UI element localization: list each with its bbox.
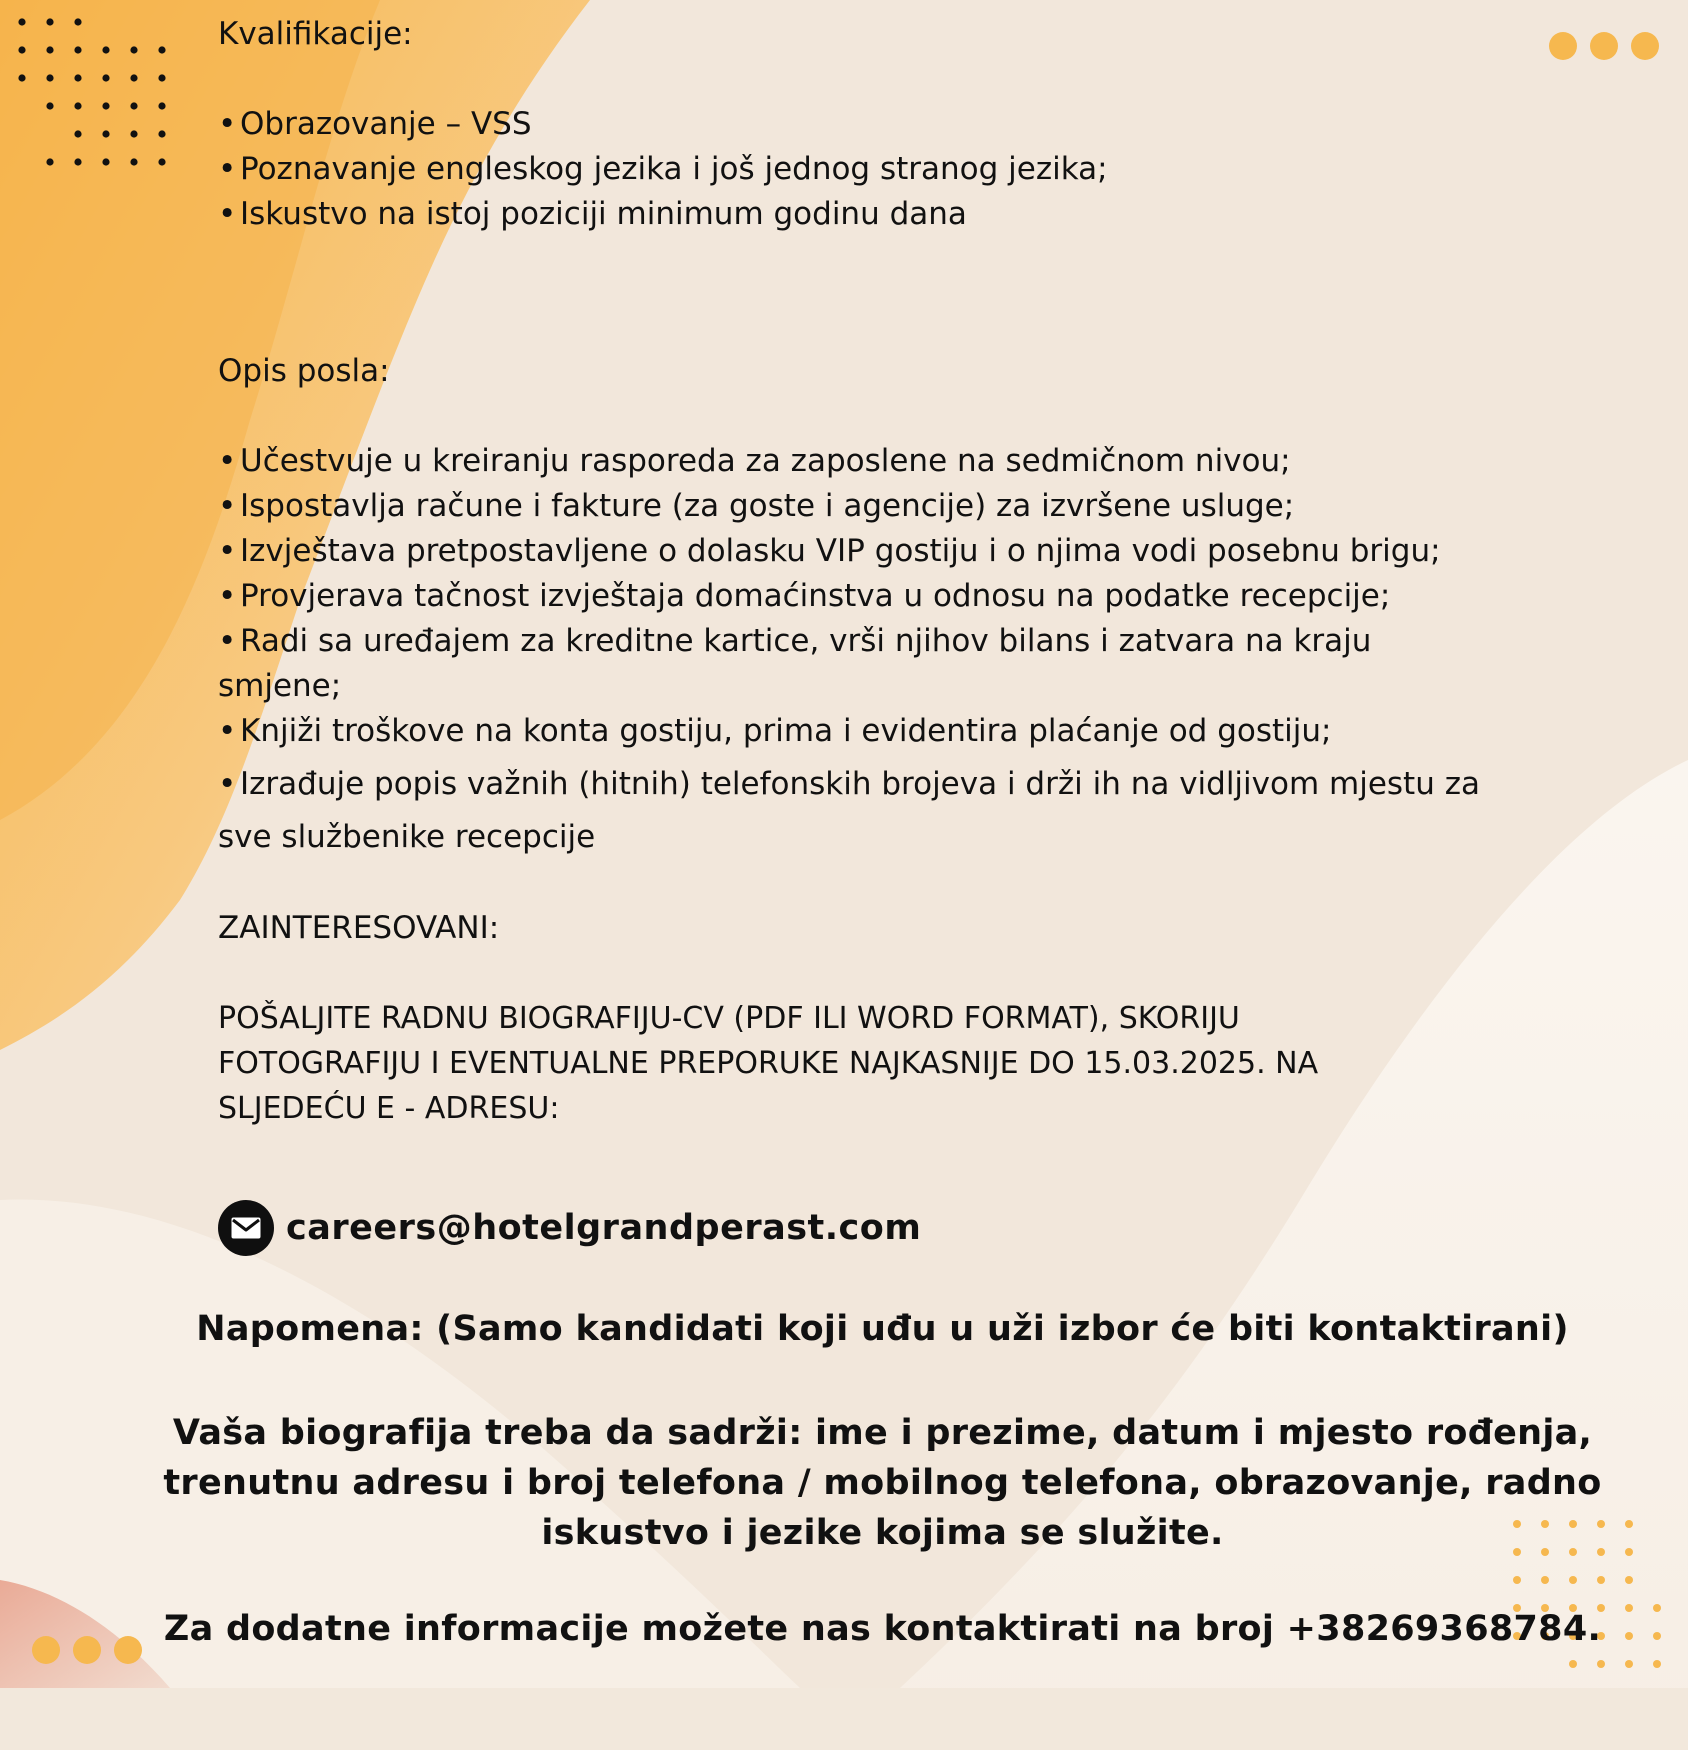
selection-note: Napomena: (Samo kandidati koji uđu u uži izbor će biti kontaktirani) [196, 1309, 1569, 1349]
qualification-text: Iskustvo na istoj poziciji minimum godinu dana [240, 196, 967, 232]
list-item [218, 758, 1498, 864]
duty-text: Izvještava pretpostavljene o dolasku VIP gostiju i o njima vodi posebnu brigu; [240, 533, 1441, 569]
job-description-heading: Opis posla: [218, 353, 390, 389]
spacer [218, 393, 1518, 439]
list-item [218, 709, 1518, 754]
qualification-text: Obrazovanje – VSS [240, 106, 532, 142]
spacer [218, 237, 1518, 349]
cv-requirements: Vaša biografija treba da sadrži: ime i prezime, datum i mjesto rođenja, trenutnu adresu i broj telefona / mobilnog telefona, obrazovanje, radno iskustvo i jezike kojima se služite. [163, 1413, 1602, 1553]
list-item [218, 484, 1518, 529]
bullet: • [218, 713, 237, 749]
bullet: • [218, 106, 237, 142]
list-item [218, 439, 1518, 484]
envelope-icon [218, 1200, 274, 1256]
spacer [218, 950, 1518, 996]
bullet: • [218, 151, 237, 187]
duty-text: Provjerava tačnost izvještaja domaćinstva u odnosu na podatke recepcije; [240, 578, 1391, 614]
duty-text: Ispostavlja račune i fakture (za goste i agencije) za izvršene usluge; [240, 488, 1295, 524]
bullet: • [218, 623, 237, 659]
bullet: • [218, 488, 237, 524]
list-item [218, 574, 1518, 619]
bullet: • [218, 196, 237, 232]
bullet: • [218, 533, 237, 569]
duty-text: Učestvuje u kreiranju rasporeda za zaposlene na sedmičnom nivou; [240, 443, 1291, 479]
qualifications-heading: Kvalifikacije: [218, 16, 413, 52]
main-text-column [218, 12, 1518, 1131]
duty-text: Radi sa uređajem za kreditne kartice, vrši njihov bilans i zatvara na kraju smjene; [218, 623, 1372, 704]
duty-text: Izrađuje popis važnih (hitnih) telefonskih brojeva i drži ih na vidljivom mjestu za sve službenike recepcije [218, 766, 1480, 855]
spacer [218, 864, 1518, 906]
application-instructions: POŠALJITE RADNU BIOGRAFIJU-CV (PDF ILI WORD FORMAT), SKORIJU FOTOGRAFIJU I EVENTUALNE PREPORUKE NAJKASNIJE DO 15.03.2025. NA SLJEDEĆU E - ADRESU: [218, 1001, 1319, 1126]
bullet: • [218, 766, 237, 802]
list-item [218, 102, 1518, 147]
email-contact[interactable] [218, 1198, 921, 1258]
list-item [218, 147, 1518, 192]
phone-contact: Za dodatne informacije možete nas kontaktirati na broj +38269368784. [163, 1609, 1602, 1649]
qualifications-list [218, 102, 1518, 237]
list-item [218, 192, 1518, 237]
bullet: • [218, 443, 237, 479]
list-item [218, 529, 1518, 574]
spacer [218, 56, 1518, 102]
email-address-link[interactable]: careers@hotelgrandperast.com [286, 1208, 922, 1248]
duty-text: Knjiži troškove na konta gostiju, prima i evidentira plaćanje od gostiju; [240, 713, 1332, 749]
interested-heading: ZAINTERESOVANI: [218, 910, 500, 946]
bullet: • [218, 578, 237, 614]
job-description-list [218, 439, 1518, 864]
list-item [218, 619, 1443, 709]
qualification-text: Poznavanje engleskog jezika i još jednog stranog jezika; [240, 151, 1108, 187]
